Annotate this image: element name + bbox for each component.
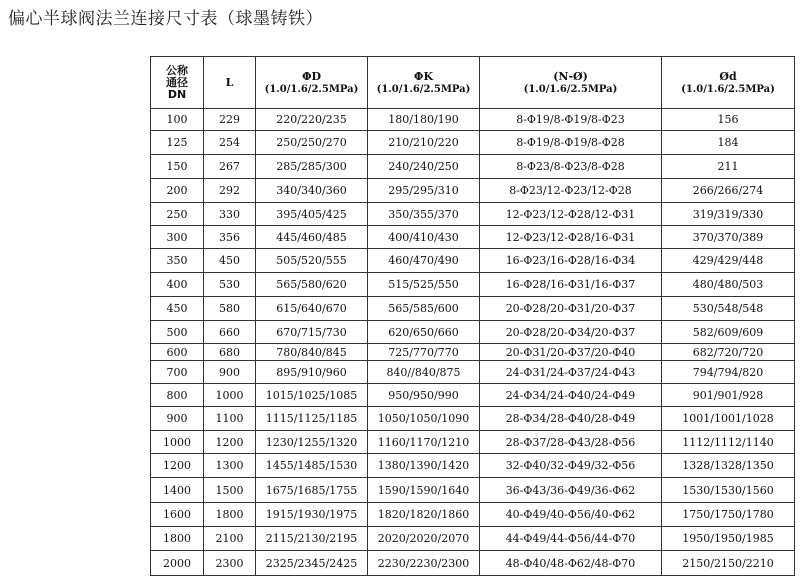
table-row [151,344,795,361]
cell-dn: 800 [151,384,204,407]
cell-k: 180/180/190 [368,109,480,131]
table-row [151,155,795,179]
cell-dn: 1200 [151,454,204,478]
table-row [151,361,795,384]
table-row [151,273,795,297]
cell-dn: 900 [151,407,204,431]
cell-l: 1300 [204,454,256,478]
cell-n: 40-Φ49/40-Φ56/40-Φ62 [480,503,662,527]
cell-dn: 250 [151,203,204,226]
dimension-table [150,56,795,576]
table-row [151,454,795,478]
cell-dn: 100 [151,109,204,131]
cell-d: 1455/1485/1530 [256,454,368,478]
cell-n: 20-Φ28/20-Φ34/20-Φ37 [480,321,662,344]
cell-l: 580 [204,297,256,321]
cell-d: 615/640/670 [256,297,368,321]
cell-dn: 1600 [151,503,204,527]
cell-d: 1915/1930/1975 [256,503,368,527]
table-body [151,109,795,576]
cell-d: 1750/1750/1780 [662,503,795,527]
cell-n: 20-Φ31/20-Φ37/20-Φ40 [480,344,662,361]
table-row [151,203,795,226]
cell-l: 330 [204,203,256,226]
cell-d: 184 [662,131,795,155]
cell-k: 350/355/370 [368,203,480,226]
cell-k: 210/210/220 [368,131,480,155]
cell-k: 515/525/550 [368,273,480,297]
cell-d: 1230/1255/1320 [256,431,368,454]
header-n-sub: (1.0/1.6/2.5MPa) [523,83,618,95]
cell-l: 1000 [204,384,256,407]
cell-dn: 300 [151,226,204,249]
cell-d: 1001/1001/1028 [662,407,795,431]
cell-n: 20-Φ28/20-Φ31/20-Φ37 [480,297,662,321]
cell-n: 28-Φ34/28-Φ40/28-Φ49 [480,407,662,431]
cell-d: 220/220/235 [256,109,368,131]
header-dn-line1: 公称 [166,63,188,77]
cell-d: 445/460/485 [256,226,368,249]
table-row [151,431,795,454]
cell-d: 1015/1025/1085 [256,384,368,407]
cell-d: 1112/1112/1140 [662,431,795,454]
header-bore-sub: (1.0/1.6/2.5MPa) [681,83,775,95]
cell-n: 16-Φ23/16-Φ28/16-Φ34 [480,249,662,273]
cell-d: 794/794/820 [662,361,795,384]
table-row [151,527,795,551]
cell-d: 2325/2345/2425 [256,551,368,576]
cell-n: 32-Φ40/32-Φ49/32-Φ56 [480,454,662,478]
table-row [151,551,795,576]
cell-dn: 150 [151,155,204,179]
cell-l: 2100 [204,527,256,551]
header-l: L [204,57,256,109]
cell-d: 1530/1530/1560 [662,478,795,503]
table-row [151,321,795,344]
table-row [151,478,795,503]
cell-d: 565/580/620 [256,273,368,297]
header-k [368,57,480,109]
cell-d: 505/520/555 [256,249,368,273]
table-row [151,407,795,431]
cell-dn: 450 [151,297,204,321]
cell-n: 28-Φ37/28-Φ43/28-Φ56 [480,431,662,454]
cell-l: 356 [204,226,256,249]
cell-n: 12-Φ23/12-Φ28/16-Φ31 [480,226,662,249]
cell-k: 400/410/430 [368,226,480,249]
cell-dn: 1000 [151,431,204,454]
cell-l: 900 [204,361,256,384]
cell-d: 340/340/360 [256,179,368,203]
table-row [151,109,795,131]
cell-d: 156 [662,109,795,131]
cell-d: 1328/1328/1350 [662,454,795,478]
cell-d: 285/285/300 [256,155,368,179]
cell-d: 901/901/928 [662,384,795,407]
cell-d: 480/480/503 [662,273,795,297]
cell-k: 240/240/250 [368,155,480,179]
cell-l: 2300 [204,551,256,576]
header-d-sub: (1.0/1.6/2.5MPa) [264,83,359,95]
cell-d: 530/548/548 [662,297,795,321]
header-n-label: (N-Ø) [553,69,588,83]
cell-dn: 400 [151,273,204,297]
cell-k: 620/650/660 [368,321,480,344]
cell-d: 395/405/425 [256,203,368,226]
header-d [256,57,368,109]
header-bore [662,57,795,109]
cell-dn: 500 [151,321,204,344]
cell-d: 2115/2130/2195 [256,527,368,551]
table-row [151,384,795,407]
cell-k: 1160/1170/1210 [368,431,480,454]
cell-k: 2230/2230/2300 [368,551,480,576]
header-dn [151,57,204,109]
cell-k: 1380/1390/1420 [368,454,480,478]
cell-dn: 125 [151,131,204,155]
header-dn-line2: 通径 [166,75,188,89]
cell-k: 565/585/600 [368,297,480,321]
cell-l: 267 [204,155,256,179]
cell-d: 250/250/270 [256,131,368,155]
cell-dn: 1400 [151,478,204,503]
table-row [151,249,795,273]
cell-n: 24-Φ31/24-Φ37/24-Φ43 [480,361,662,384]
cell-l: 530 [204,273,256,297]
cell-k: 2020/2020/2070 [368,527,480,551]
header-k-sub: (1.0/1.6/2.5MPa) [376,83,471,95]
cell-d: 2150/2150/2210 [662,551,795,576]
cell-l: 229 [204,109,256,131]
cell-n: 8-Φ19/8-Φ19/8-Φ23 [480,109,662,131]
cell-k: 460/470/490 [368,249,480,273]
cell-d: 682/720/720 [662,344,795,361]
cell-n: 44-Φ49/44-Φ56/44-Φ70 [480,527,662,551]
cell-l: 254 [204,131,256,155]
cell-d: 780/840/845 [256,344,368,361]
cell-l: 680 [204,344,256,361]
header-bore-label: Ød [719,69,737,83]
table-row [151,131,795,155]
cell-k: 295/295/310 [368,179,480,203]
cell-k: 1820/1820/1860 [368,503,480,527]
page-title: 偏心半球阀法兰连接尺寸表（球墨铸铁） [8,9,323,29]
cell-n: 24-Φ34/24-Φ40/24-Φ49 [480,384,662,407]
cell-n: 48-Φ40/48-Φ62/48-Φ70 [480,551,662,576]
cell-l: 1200 [204,431,256,454]
cell-d: 1950/1950/1985 [662,527,795,551]
table-row [151,226,795,249]
cell-d: 1115/1125/1185 [256,407,368,431]
cell-dn: 1800 [151,527,204,551]
table-header-row [151,57,795,109]
cell-d: 1675/1685/1755 [256,478,368,503]
cell-dn: 600 [151,344,204,361]
cell-dn: 350 [151,249,204,273]
cell-dn: 2000 [151,551,204,576]
table-row [151,179,795,203]
cell-n: 12-Φ23/12-Φ28/12-Φ31 [480,203,662,226]
cell-k: 950/950/990 [368,384,480,407]
cell-l: 1800 [204,503,256,527]
cell-d: 582/609/609 [662,321,795,344]
header-n [480,57,662,109]
cell-d: 895/910/960 [256,361,368,384]
cell-l: 1500 [204,478,256,503]
cell-d: 429/429/448 [662,249,795,273]
cell-k: 1050/1050/1090 [368,407,480,431]
cell-n: 8-Φ19/8-Φ19/8-Φ28 [480,131,662,155]
table-row [151,503,795,527]
cell-k: 840//840/875 [368,361,480,384]
cell-n: 16-Φ28/16-Φ31/16-Φ37 [480,273,662,297]
cell-l: 292 [204,179,256,203]
cell-l: 1100 [204,407,256,431]
cell-k: 1590/1590/1640 [368,478,480,503]
cell-k: 725/770/770 [368,344,480,361]
cell-dn: 200 [151,179,204,203]
table-row [151,297,795,321]
cell-d: 266/266/274 [662,179,795,203]
cell-d: 319/319/330 [662,203,795,226]
cell-n: 36-Φ43/36-Φ49/36-Φ62 [480,478,662,503]
header-d-label: ΦD [301,69,322,83]
cell-d: 370/370/389 [662,226,795,249]
cell-l: 660 [204,321,256,344]
cell-n: 8-Φ23/8-Φ23/8-Φ28 [480,155,662,179]
cell-dn: 700 [151,361,204,384]
header-dn-line3: DN [167,87,187,101]
header-k-label: ΦK [413,69,434,83]
cell-d: 670/715/730 [256,321,368,344]
cell-l: 450 [204,249,256,273]
cell-n: 8-Φ23/12-Φ23/12-Φ28 [480,179,662,203]
cell-d: 211 [662,155,795,179]
